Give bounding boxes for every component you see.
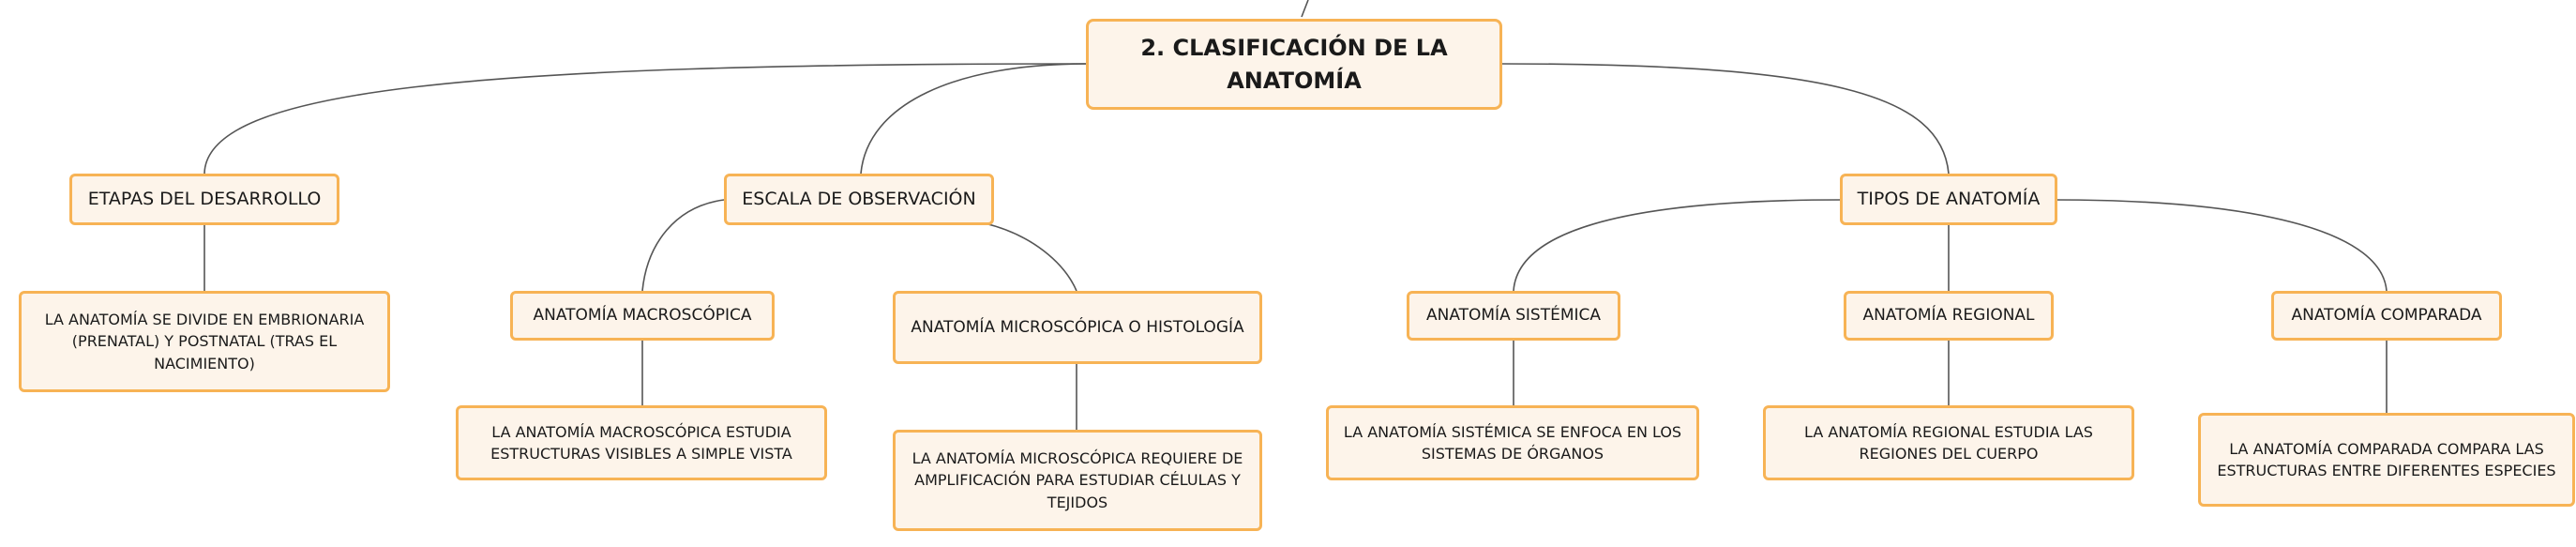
branch-etapas-node[interactable]	[69, 174, 339, 225]
comparada-label: ANATOMÍA COMPARADA	[2291, 306, 2482, 326]
connector-escala-micro	[985, 223, 1077, 291]
etapas-detail-node[interactable]	[19, 291, 390, 392]
connector-root-escala	[861, 64, 1086, 174]
root-node[interactable]	[1086, 19, 1502, 110]
branch-tipos-node[interactable]	[1840, 174, 2057, 225]
comparada-detail-text: LA ANATOMÍA COMPARADA COMPARA LAS ESTRUCTURAS ENTRE DIFERENTES ESPECIES	[2217, 439, 2556, 479]
macro-detail-node[interactable]	[456, 405, 827, 480]
regional-label: ANATOMÍA REGIONAL	[1862, 306, 2035, 326]
sistemica-label: ANATOMÍA SISTÉMICA	[1425, 306, 1602, 326]
micro-node[interactable]	[893, 291, 1262, 364]
comparada-detail-node[interactable]	[2198, 413, 2575, 507]
connector-root-tipos	[1502, 64, 1949, 174]
root-label: 2. CLASIFICACIÓN DE LA ANATOMÍA	[1140, 34, 1448, 94]
comparada-node[interactable]	[2271, 291, 2502, 341]
sistemica-node[interactable]	[1407, 291, 1620, 341]
macro-label: ANATOMÍA MACROSCÓPICA	[533, 306, 752, 326]
macro-node[interactable]	[510, 291, 775, 341]
connector-root-etapas	[204, 64, 1086, 174]
regional-detail-text: LA ANATOMÍA REGIONAL ESTUDIA LAS REGIONES DEL CUERPO	[1804, 422, 2093, 463]
branch-escala-label: ESCALA DE OBSERVACIÓN	[742, 188, 976, 209]
regional-detail-node[interactable]	[1763, 405, 2134, 480]
connector-tipos-sistemica	[1514, 200, 1840, 291]
branch-tipos-label: TIPOS DE ANATOMÍA	[1857, 188, 2041, 209]
sistemica-detail-text: LA ANATOMÍA SISTÉMICA SE ENFOCA EN LOS SISTEMAS DE ÓRGANOS	[1343, 422, 1682, 463]
micro-detail-node[interactable]	[893, 430, 1262, 531]
sistemica-detail-node[interactable]	[1326, 405, 1699, 480]
macro-detail-text: LA ANATOMÍA MACROSCÓPICA ESTUDIA ESTRUCTURAS VISIBLES A SIMPLE VISTA	[490, 422, 792, 463]
etapas-detail-text: LA ANATOMÍA SE DIVIDE EN EMBRIONARIA (PRENATAL) Y POSTNATAL (TRAS EL NACIMIENTO)	[44, 311, 365, 372]
branch-etapas-label: ETAPAS DEL DESARROLLO	[87, 188, 322, 209]
connector-escala-macro	[642, 200, 724, 291]
regional-node[interactable]	[1844, 291, 2054, 341]
connector-root-parent	[1302, 0, 1308, 17]
micro-detail-text: LA ANATOMÍA MICROSCÓPICA REQUIERE DE AMPLIFICACIÓN PARA ESTUDIAR CÉLULAS Y TEJIDOS	[911, 449, 1243, 511]
connector-tipos-comparada	[2056, 200, 2387, 291]
micro-label: ANATOMÍA MICROSCÓPICA O HISTOLOGÍA	[911, 317, 1244, 337]
branch-escala-node[interactable]	[724, 174, 994, 225]
